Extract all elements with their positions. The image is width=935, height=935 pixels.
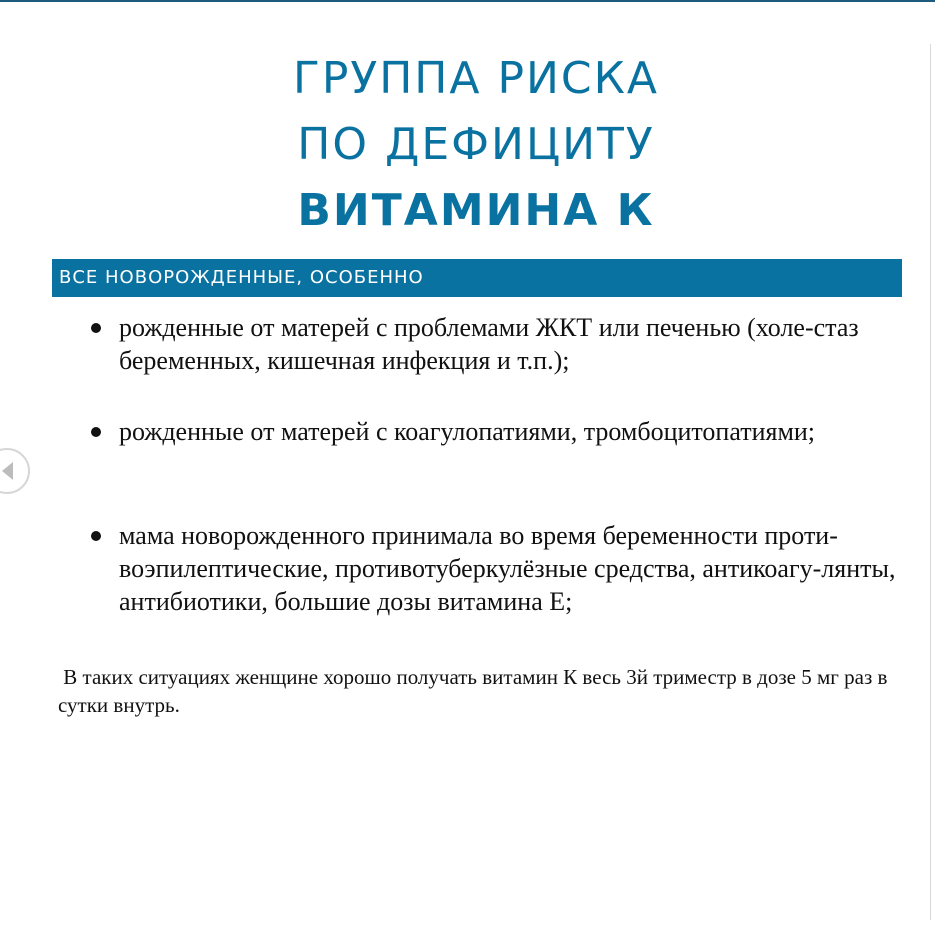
dosage-note: В таких ситуациях женщине хорошо получать витамин К весь 3й триместр в дозе 5 мг раз в сутки внутрь. xyxy=(58,665,893,717)
title-line-1: ГРУППА РИСКА xyxy=(293,53,659,104)
title-line-3: ВИТАМИНА К xyxy=(297,185,655,236)
list-item xyxy=(119,415,899,448)
chevron-left-icon xyxy=(2,462,13,480)
page-title xyxy=(0,46,935,244)
bullet-icon xyxy=(91,427,101,437)
list-item-text: рожденные от матерей с коагулопатиями, тромбоцитопатиями; xyxy=(119,417,816,446)
section-banner: ВСЕ НОВОРОЖДЕННЫЕ, ОСОБЕННО xyxy=(52,259,902,297)
title-line-2: ПО ДЕФИЦИТУ xyxy=(297,119,655,170)
list-item xyxy=(119,519,899,618)
list-item-text: рожденные от матерей с проблемами ЖКТ или печенью (холе-стаз беременных, кишечная инфекция и т.п.); xyxy=(119,313,859,375)
top-divider xyxy=(0,0,935,2)
list-item xyxy=(119,311,899,377)
list-item-text: мама новорожденного принимала во время беременности проти-воэпилептические, противотуберкулёзные средства, антикоагу-лянты, антибиотики, большие дозы витамина Е; xyxy=(119,521,896,616)
bullet-icon xyxy=(91,531,101,541)
bullet-icon xyxy=(91,323,101,333)
prev-slide-button[interactable] xyxy=(0,448,30,494)
